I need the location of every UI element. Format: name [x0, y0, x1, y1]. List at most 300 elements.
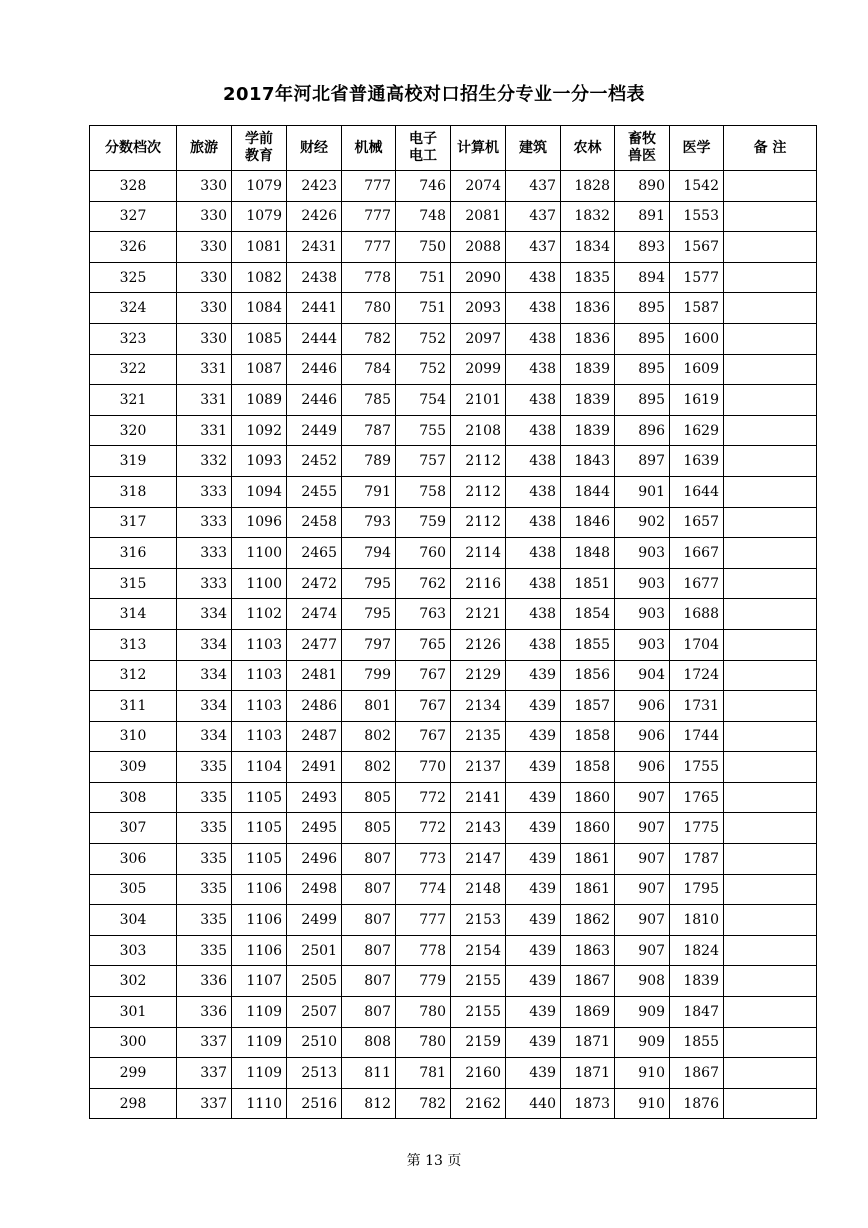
- table-cell: 1553: [670, 201, 724, 232]
- table-cell: 785: [342, 385, 396, 416]
- table-cell: 2423: [287, 171, 342, 202]
- table-row: [90, 874, 817, 905]
- table-cell: 438: [506, 354, 561, 385]
- table-cell: 1677: [670, 568, 724, 599]
- table-cell: [724, 691, 817, 722]
- score-cell: 298: [90, 1088, 177, 1119]
- table-cell: 2444: [287, 323, 342, 354]
- table-cell: 908: [615, 966, 670, 997]
- table-cell: 1869: [561, 997, 615, 1028]
- table-cell: 791: [342, 476, 396, 507]
- score-cell: 300: [90, 1027, 177, 1058]
- score-cell: 319: [90, 446, 177, 477]
- table-cell: 805: [342, 813, 396, 844]
- table-cell: 777: [342, 201, 396, 232]
- table-cell: 762: [396, 568, 451, 599]
- score-cell: 322: [90, 354, 177, 385]
- table-row: [90, 446, 817, 477]
- table-cell: 330: [177, 171, 232, 202]
- table-cell: 1105: [232, 844, 287, 875]
- table-row: [90, 691, 817, 722]
- table-cell: 780: [396, 1027, 451, 1058]
- table-cell: 1873: [561, 1088, 615, 1119]
- table-cell: 1107: [232, 966, 287, 997]
- table-row: [90, 935, 817, 966]
- table-cell: 1787: [670, 844, 724, 875]
- table-cell: 336: [177, 997, 232, 1028]
- table-row: [90, 629, 817, 660]
- table-cell: 752: [396, 323, 451, 354]
- table-cell: 1858: [561, 721, 615, 752]
- table-cell: [724, 171, 817, 202]
- table-cell: 903: [615, 599, 670, 630]
- table-cell: [724, 997, 817, 1028]
- table-cell: 755: [396, 415, 451, 446]
- table-cell: [724, 232, 817, 263]
- table-cell: [724, 874, 817, 905]
- table-cell: 782: [342, 323, 396, 354]
- table-cell: 1609: [670, 354, 724, 385]
- page-number: 第 13 页: [406, 1153, 462, 1169]
- column-header: 电子 电工: [396, 126, 451, 171]
- table-cell: 1755: [670, 752, 724, 783]
- table-cell: 906: [615, 721, 670, 752]
- table-cell: 1094: [232, 476, 287, 507]
- table-cell: 759: [396, 507, 451, 538]
- table-cell: 439: [506, 997, 561, 1028]
- table-cell: 2101: [451, 385, 506, 416]
- score-cell: 327: [90, 201, 177, 232]
- table-cell: 1577: [670, 262, 724, 293]
- table-cell: 1105: [232, 813, 287, 844]
- table-cell: [724, 844, 817, 875]
- table-cell: 335: [177, 782, 232, 813]
- table-cell: 2126: [451, 629, 506, 660]
- table-cell: 2112: [451, 446, 506, 477]
- table-row: [90, 599, 817, 630]
- table-cell: 2121: [451, 599, 506, 630]
- table-cell: 1103: [232, 691, 287, 722]
- table-cell: 787: [342, 415, 396, 446]
- table-cell: 1835: [561, 262, 615, 293]
- table-cell: 330: [177, 232, 232, 263]
- table-cell: 909: [615, 997, 670, 1028]
- table-cell: 334: [177, 721, 232, 752]
- table-cell: 2481: [287, 660, 342, 691]
- table-cell: 439: [506, 721, 561, 752]
- table-cell: 907: [615, 905, 670, 936]
- table-cell: 907: [615, 782, 670, 813]
- table-cell: 2507: [287, 997, 342, 1028]
- table-cell: 778: [342, 262, 396, 293]
- table-cell: 2112: [451, 476, 506, 507]
- table-cell: 784: [342, 354, 396, 385]
- table-cell: 333: [177, 538, 232, 569]
- score-cell: 303: [90, 935, 177, 966]
- table-row: [90, 538, 817, 569]
- table-cell: 901: [615, 476, 670, 507]
- score-cell: 317: [90, 507, 177, 538]
- table-cell: 2154: [451, 935, 506, 966]
- table-cell: 1834: [561, 232, 615, 263]
- table-row: [90, 660, 817, 691]
- score-cell: 302: [90, 966, 177, 997]
- table-cell: 812: [342, 1088, 396, 1119]
- table-header-row: [90, 126, 817, 171]
- table-cell: 760: [396, 538, 451, 569]
- table-cell: 439: [506, 874, 561, 905]
- table-row: [90, 201, 817, 232]
- table-cell: 439: [506, 905, 561, 936]
- table-cell: 789: [342, 446, 396, 477]
- table-cell: 2505: [287, 966, 342, 997]
- table-cell: 1084: [232, 293, 287, 324]
- table-body: [90, 171, 817, 1119]
- table-cell: 793: [342, 507, 396, 538]
- table-cell: 779: [396, 966, 451, 997]
- table-cell: 910: [615, 1058, 670, 1089]
- table-cell: 767: [396, 691, 451, 722]
- table-cell: 1824: [670, 935, 724, 966]
- table-row: [90, 813, 817, 844]
- table-cell: 334: [177, 599, 232, 630]
- table-row: [90, 1058, 817, 1089]
- table-cell: 782: [396, 1088, 451, 1119]
- table-cell: 1871: [561, 1027, 615, 1058]
- score-cell: 323: [90, 323, 177, 354]
- table-cell: 2474: [287, 599, 342, 630]
- table-row: [90, 293, 817, 324]
- table-cell: 797: [342, 629, 396, 660]
- table-cell: 2135: [451, 721, 506, 752]
- column-header: 财经: [287, 126, 342, 171]
- column-header: 医学: [670, 126, 724, 171]
- table-cell: [724, 293, 817, 324]
- table-cell: 754: [396, 385, 451, 416]
- table-cell: 1810: [670, 905, 724, 936]
- table-cell: 333: [177, 568, 232, 599]
- score-cell: 325: [90, 262, 177, 293]
- table-cell: 893: [615, 232, 670, 263]
- table-cell: 438: [506, 446, 561, 477]
- table-row: [90, 752, 817, 783]
- table-cell: 1871: [561, 1058, 615, 1089]
- table-cell: 439: [506, 752, 561, 783]
- table-cell: 1867: [561, 966, 615, 997]
- table-cell: 909: [615, 1027, 670, 1058]
- table-cell: 904: [615, 660, 670, 691]
- table-cell: 1106: [232, 874, 287, 905]
- table-cell: 1102: [232, 599, 287, 630]
- table-cell: 438: [506, 476, 561, 507]
- table-cell: 907: [615, 935, 670, 966]
- table-cell: 2516: [287, 1088, 342, 1119]
- table-cell: 438: [506, 507, 561, 538]
- table-cell: 2116: [451, 568, 506, 599]
- score-cell: 320: [90, 415, 177, 446]
- table-cell: 2099: [451, 354, 506, 385]
- table-cell: [724, 323, 817, 354]
- score-cell: 324: [90, 293, 177, 324]
- table-cell: 2162: [451, 1088, 506, 1119]
- table-cell: 1109: [232, 997, 287, 1028]
- table-cell: 902: [615, 507, 670, 538]
- table-cell: 1106: [232, 905, 287, 936]
- score-cell: 318: [90, 476, 177, 507]
- table-cell: 777: [342, 171, 396, 202]
- table-cell: 437: [506, 171, 561, 202]
- table-cell: [724, 262, 817, 293]
- table-cell: 2093: [451, 293, 506, 324]
- table-cell: 751: [396, 293, 451, 324]
- table-cell: 2129: [451, 660, 506, 691]
- table-cell: [724, 415, 817, 446]
- table-cell: 1858: [561, 752, 615, 783]
- table-cell: 2491: [287, 752, 342, 783]
- table-cell: 1657: [670, 507, 724, 538]
- table-cell: 1846: [561, 507, 615, 538]
- page-title: 2017年河北省普通高校对口招生分专业一分一档表: [222, 84, 646, 105]
- table-cell: 907: [615, 813, 670, 844]
- table-cell: 1839: [670, 966, 724, 997]
- table-cell: 1832: [561, 201, 615, 232]
- table-cell: 437: [506, 232, 561, 263]
- table-cell: 335: [177, 813, 232, 844]
- table-cell: 1861: [561, 844, 615, 875]
- table-cell: 765: [396, 629, 451, 660]
- table-cell: 903: [615, 538, 670, 569]
- score-cell: 321: [90, 385, 177, 416]
- table-cell: 2496: [287, 844, 342, 875]
- table-cell: 439: [506, 1027, 561, 1058]
- table-cell: 1085: [232, 323, 287, 354]
- table-cell: 802: [342, 721, 396, 752]
- table-cell: 439: [506, 813, 561, 844]
- table-cell: 1100: [232, 538, 287, 569]
- table-cell: 1081: [232, 232, 287, 263]
- table-cell: 758: [396, 476, 451, 507]
- table-cell: 2134: [451, 691, 506, 722]
- table-cell: 811: [342, 1058, 396, 1089]
- table-cell: 2477: [287, 629, 342, 660]
- table-cell: [724, 354, 817, 385]
- table-cell: [724, 599, 817, 630]
- table-cell: 1542: [670, 171, 724, 202]
- column-header: 建筑: [506, 126, 561, 171]
- table-cell: 1092: [232, 415, 287, 446]
- table-cell: 1876: [670, 1088, 724, 1119]
- table-row: [90, 476, 817, 507]
- table-cell: 1724: [670, 660, 724, 691]
- table-cell: [724, 782, 817, 813]
- table-cell: [724, 538, 817, 569]
- table-cell: 1847: [670, 997, 724, 1028]
- table-cell: 748: [396, 201, 451, 232]
- table-cell: 2438: [287, 262, 342, 293]
- table-cell: 1839: [561, 354, 615, 385]
- table-cell: 807: [342, 905, 396, 936]
- table-cell: 1839: [561, 415, 615, 446]
- table-cell: 1096: [232, 507, 287, 538]
- table-cell: [724, 446, 817, 477]
- column-header: 计算机: [451, 126, 506, 171]
- table-cell: 767: [396, 660, 451, 691]
- table-cell: 1667: [670, 538, 724, 569]
- score-table: [89, 125, 817, 1119]
- table-cell: 2143: [451, 813, 506, 844]
- table-cell: 746: [396, 171, 451, 202]
- table-cell: 2108: [451, 415, 506, 446]
- table-cell: 903: [615, 568, 670, 599]
- table-row: [90, 507, 817, 538]
- table-cell: 2074: [451, 171, 506, 202]
- table-cell: 910: [615, 1088, 670, 1119]
- table-cell: [724, 507, 817, 538]
- table-cell: 1856: [561, 660, 615, 691]
- score-cell: 299: [90, 1058, 177, 1089]
- table-cell: 332: [177, 446, 232, 477]
- score-cell: 328: [90, 171, 177, 202]
- table-cell: 895: [615, 323, 670, 354]
- table-cell: 2510: [287, 1027, 342, 1058]
- table-cell: 334: [177, 660, 232, 691]
- table-cell: 330: [177, 201, 232, 232]
- table-row: [90, 782, 817, 813]
- table-cell: 2472: [287, 568, 342, 599]
- table-cell: 2153: [451, 905, 506, 936]
- table-cell: 438: [506, 599, 561, 630]
- table-cell: 2501: [287, 935, 342, 966]
- table-cell: 1639: [670, 446, 724, 477]
- table-cell: 906: [615, 752, 670, 783]
- table-cell: 2486: [287, 691, 342, 722]
- table-cell: 772: [396, 813, 451, 844]
- table-row: [90, 323, 817, 354]
- table-cell: 438: [506, 568, 561, 599]
- table-cell: 1082: [232, 262, 287, 293]
- table-cell: 1079: [232, 171, 287, 202]
- score-cell: 305: [90, 874, 177, 905]
- table-cell: [724, 660, 817, 691]
- table-cell: 807: [342, 844, 396, 875]
- table-cell: 1089: [232, 385, 287, 416]
- table-row: [90, 415, 817, 446]
- table-cell: 331: [177, 415, 232, 446]
- table-cell: 906: [615, 691, 670, 722]
- table-cell: 2155: [451, 997, 506, 1028]
- table-cell: 773: [396, 844, 451, 875]
- table-cell: 1854: [561, 599, 615, 630]
- table-cell: 795: [342, 599, 396, 630]
- table-cell: 2449: [287, 415, 342, 446]
- table-row: [90, 905, 817, 936]
- table-cell: 439: [506, 966, 561, 997]
- table-cell: [724, 752, 817, 783]
- score-cell: 307: [90, 813, 177, 844]
- score-cell: 311: [90, 691, 177, 722]
- table-cell: 1765: [670, 782, 724, 813]
- table-cell: 1629: [670, 415, 724, 446]
- table-cell: [724, 476, 817, 507]
- table-cell: 1843: [561, 446, 615, 477]
- table-cell: 763: [396, 599, 451, 630]
- table-cell: [724, 813, 817, 844]
- table-cell: 2452: [287, 446, 342, 477]
- table-row: [90, 262, 817, 293]
- table-cell: 1863: [561, 935, 615, 966]
- score-cell: 306: [90, 844, 177, 875]
- table-cell: 334: [177, 629, 232, 660]
- table-cell: [724, 385, 817, 416]
- table-cell: 330: [177, 293, 232, 324]
- score-cell: 316: [90, 538, 177, 569]
- table-row: [90, 232, 817, 263]
- table-cell: 1848: [561, 538, 615, 569]
- table-cell: 1836: [561, 293, 615, 324]
- table-cell: 1688: [670, 599, 724, 630]
- table-cell: 1855: [561, 629, 615, 660]
- table-cell: 801: [342, 691, 396, 722]
- table-cell: 895: [615, 293, 670, 324]
- table-cell: 2458: [287, 507, 342, 538]
- table-cell: 331: [177, 354, 232, 385]
- table-cell: 799: [342, 660, 396, 691]
- table-cell: 2513: [287, 1058, 342, 1089]
- table-cell: 2081: [451, 201, 506, 232]
- table-cell: 808: [342, 1027, 396, 1058]
- table-cell: 438: [506, 262, 561, 293]
- table-cell: 1857: [561, 691, 615, 722]
- table-row: [90, 385, 817, 416]
- table-cell: 439: [506, 782, 561, 813]
- table-cell: 2455: [287, 476, 342, 507]
- table-cell: 330: [177, 262, 232, 293]
- table-cell: [724, 935, 817, 966]
- table-cell: 439: [506, 691, 561, 722]
- table-cell: 335: [177, 874, 232, 905]
- table-cell: 439: [506, 935, 561, 966]
- table-cell: 774: [396, 874, 451, 905]
- table-cell: 2141: [451, 782, 506, 813]
- table-cell: 1103: [232, 660, 287, 691]
- table-cell: 1744: [670, 721, 724, 752]
- table-cell: [724, 201, 817, 232]
- table-cell: 1828: [561, 171, 615, 202]
- table-row: [90, 844, 817, 875]
- column-header: 机械: [342, 126, 396, 171]
- table-cell: [724, 1058, 817, 1089]
- score-cell: 309: [90, 752, 177, 783]
- column-header: 畜牧 兽医: [615, 126, 670, 171]
- table-cell: 907: [615, 874, 670, 905]
- table-cell: 1861: [561, 874, 615, 905]
- score-cell: 312: [90, 660, 177, 691]
- score-cell: 304: [90, 905, 177, 936]
- table-cell: 2446: [287, 385, 342, 416]
- score-cell: 301: [90, 997, 177, 1028]
- score-cell: 315: [90, 568, 177, 599]
- table-cell: 1109: [232, 1058, 287, 1089]
- table-cell: 781: [396, 1058, 451, 1089]
- table-cell: 780: [396, 997, 451, 1028]
- table-row: [90, 997, 817, 1028]
- table-cell: 1105: [232, 782, 287, 813]
- table-cell: 1867: [670, 1058, 724, 1089]
- table-cell: 894: [615, 262, 670, 293]
- table-cell: 1087: [232, 354, 287, 385]
- table-cell: 757: [396, 446, 451, 477]
- table-cell: 794: [342, 538, 396, 569]
